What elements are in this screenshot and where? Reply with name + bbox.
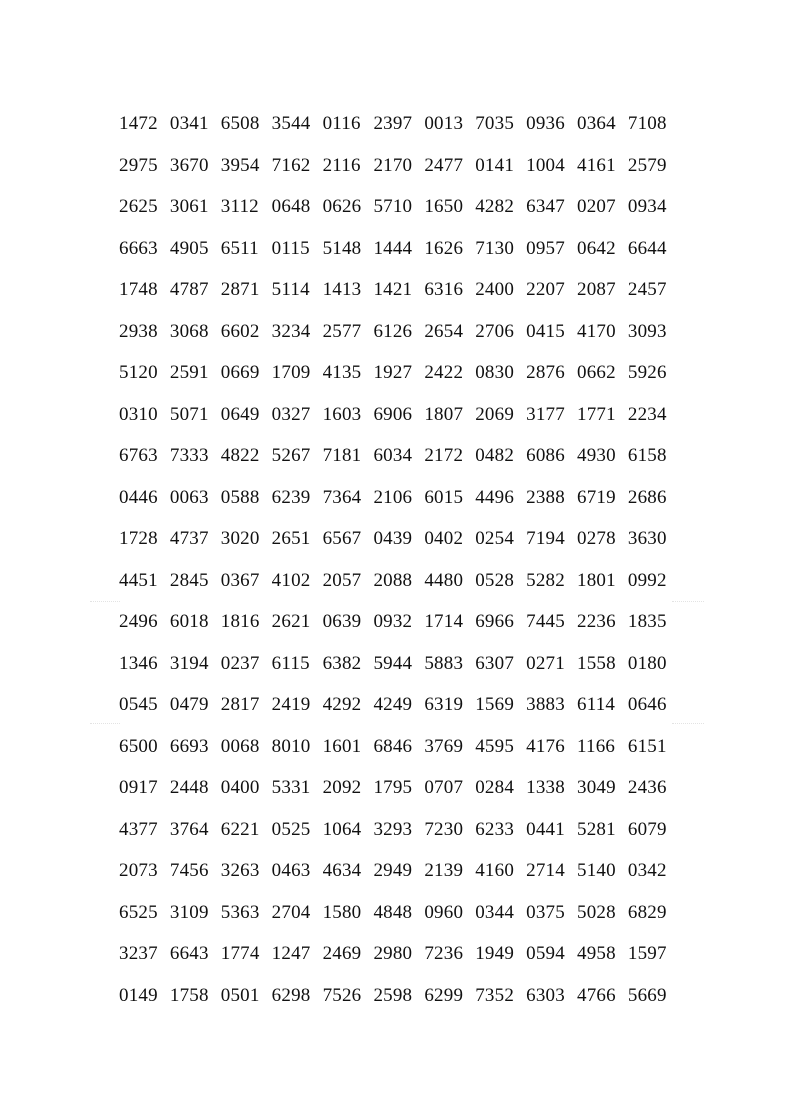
number-cell: 6663 (119, 237, 158, 259)
number-cell: 3237 (119, 943, 158, 965)
number-cell: 0463 (271, 860, 311, 882)
number-cell: 1569 (475, 694, 515, 716)
number-cell: 3109 (169, 901, 209, 923)
number-cell: 3630 (627, 528, 667, 550)
number-cell: 3093 (627, 320, 667, 342)
number-cell: 0400 (220, 777, 260, 799)
number-cell: 0992 (627, 569, 667, 591)
number-cell: 0528 (475, 569, 515, 591)
number-cell: 1580 (322, 901, 362, 923)
number-cell: 1758 (169, 984, 209, 1006)
number-cell: 1807 (424, 403, 464, 425)
number-cell: 5282 (526, 569, 565, 591)
number-cell: 3293 (373, 818, 413, 840)
number-cell: 4595 (475, 735, 515, 757)
number-cell: 0501 (220, 984, 260, 1006)
number-cell: 0525 (271, 818, 311, 840)
number-cell: 5944 (373, 652, 413, 674)
number-cell: 2397 (373, 113, 413, 135)
number-cell: 6511 (220, 237, 259, 259)
number-cell: 6015 (424, 486, 464, 508)
number-cell: 0180 (627, 652, 667, 674)
number-cell: 0648 (271, 196, 311, 218)
number-cell: 1709 (271, 362, 311, 384)
number-cell: 6602 (220, 320, 260, 342)
number-cell: 3670 (169, 154, 209, 176)
number-cell: 7236 (424, 943, 464, 965)
number-cell: 0441 (526, 818, 565, 840)
number-cell: 0932 (373, 611, 413, 633)
number-cell: 6303 (526, 984, 565, 1006)
number-cell: 0646 (627, 694, 667, 716)
number-cell: 1444 (373, 237, 413, 259)
number-cell: 4496 (475, 486, 515, 508)
number-row (119, 269, 679, 311)
number-cell: 1004 (526, 154, 565, 176)
number-cell: 0830 (475, 362, 515, 384)
number-cell: 4176 (526, 735, 565, 757)
number-cell: 6966 (475, 611, 515, 633)
number-cell: 3544 (271, 113, 311, 135)
number-cell: 3020 (220, 528, 260, 550)
number-cell: 7364 (322, 486, 362, 508)
number-cell: 0662 (577, 362, 616, 384)
number-cell: 5267 (271, 445, 311, 467)
number-cell: 0934 (627, 196, 667, 218)
number-cell: 7352 (475, 984, 515, 1006)
number-cell: 0707 (424, 777, 464, 799)
number-cell: 0207 (577, 196, 616, 218)
number-row (119, 228, 679, 270)
number-cell: 2106 (373, 486, 413, 508)
number-cell: 7108 (627, 113, 667, 135)
number-cell: 1650 (424, 196, 464, 218)
number-cell: 2496 (119, 611, 158, 633)
number-cell: 4282 (475, 196, 515, 218)
number-cell: 0341 (169, 113, 209, 135)
number-row (119, 684, 679, 726)
number-cell: 6151 (627, 735, 667, 757)
number-cell: 0013 (424, 113, 464, 135)
number-cell: 4161 (577, 154, 616, 176)
number-cell: 4292 (322, 694, 362, 716)
number-cell: 8010 (271, 735, 311, 757)
number-cell: 2621 (271, 611, 311, 633)
number-cell: 2422 (424, 362, 464, 384)
number-cell: 2706 (475, 320, 515, 342)
number-cell: 1728 (119, 528, 158, 550)
number-cell: 6126 (373, 320, 413, 342)
number-cell: 5669 (627, 984, 667, 1006)
number-row (119, 394, 679, 436)
number-cell: 0237 (220, 652, 260, 674)
number-cell: 4160 (475, 860, 515, 882)
number-cell: 0342 (627, 860, 667, 882)
number-cell: 0116 (322, 113, 361, 135)
number-row (119, 933, 679, 975)
number-cell: 3954 (220, 154, 260, 176)
number-cell: 0327 (271, 403, 311, 425)
number-row (119, 726, 679, 768)
number-cell: 1064 (322, 818, 362, 840)
number-cell: 1774 (220, 943, 260, 965)
number-cell: 2591 (169, 362, 209, 384)
number-cell: 2236 (577, 611, 616, 633)
number-row (119, 975, 679, 1017)
number-cell: 6829 (627, 901, 667, 923)
number-cell: 2817 (220, 694, 260, 716)
number-row (119, 518, 679, 560)
number-cell: 0479 (169, 694, 209, 716)
number-cell: 5926 (627, 362, 667, 384)
number-cell: 2980 (373, 943, 413, 965)
number-cell: 5071 (169, 403, 209, 425)
number-cell: 7526 (322, 984, 362, 1006)
number-cell: 0367 (220, 569, 260, 591)
number-cell: 0284 (475, 777, 515, 799)
number-cell: 2057 (322, 569, 362, 591)
number-cell: 7130 (475, 237, 515, 259)
number-cell: 0588 (220, 486, 260, 508)
number-cell: 4377 (119, 818, 158, 840)
number-cell: 1247 (271, 943, 311, 965)
number-cell: 2975 (119, 154, 158, 176)
number-cell: 4480 (424, 569, 464, 591)
number-cell: 4170 (577, 320, 616, 342)
number-cell: 1338 (526, 777, 565, 799)
number-cell: 4102 (271, 569, 311, 591)
number-cell: 0364 (577, 113, 616, 135)
number-cell: 6239 (271, 486, 311, 508)
number-cell: 0254 (475, 528, 515, 550)
number-cell: 0482 (475, 445, 515, 467)
number-cell: 0115 (271, 237, 310, 259)
number-cell: 1421 (373, 279, 413, 301)
number-cell: 2087 (577, 279, 616, 301)
number-cell: 3769 (424, 735, 464, 757)
number-row (119, 435, 679, 477)
number-cell: 0439 (373, 528, 413, 550)
number-cell: 7035 (475, 113, 515, 135)
number-cell: 1771 (577, 403, 616, 425)
number-cell: 1949 (475, 943, 515, 965)
number-cell: 7333 (169, 445, 209, 467)
number-cell: 6643 (169, 943, 209, 965)
number-cell: 1166 (577, 735, 616, 757)
number-cell: 7162 (271, 154, 311, 176)
number-cell: 3234 (271, 320, 311, 342)
number-cell: 0649 (220, 403, 260, 425)
number-cell: 4451 (119, 569, 158, 591)
number-row (119, 352, 679, 394)
number-cell: 6307 (475, 652, 515, 674)
number-cell: 7445 (526, 611, 565, 633)
number-cell: 2845 (169, 569, 209, 591)
number-cell: 1472 (119, 113, 158, 135)
number-cell: 2448 (169, 777, 209, 799)
number-cell: 5331 (271, 777, 311, 799)
number-cell: 0063 (169, 486, 209, 508)
number-cell: 2400 (475, 279, 515, 301)
random-number-table (119, 103, 679, 1016)
number-cell: 0310 (119, 403, 158, 425)
number-row (119, 643, 679, 685)
number-cell: 6115 (271, 652, 310, 674)
number-cell: 1597 (627, 943, 667, 965)
number-cell: 6719 (577, 486, 616, 508)
number-cell: 6158 (627, 445, 667, 467)
number-cell: 2170 (373, 154, 413, 176)
number-row (119, 809, 679, 851)
number-cell: 0957 (526, 237, 565, 259)
number-cell: 2116 (322, 154, 361, 176)
number-cell: 6525 (119, 901, 158, 923)
number-cell: 2477 (424, 154, 464, 176)
number-cell: 6693 (169, 735, 209, 757)
number-cell: 2577 (322, 320, 362, 342)
number-cell: 4848 (373, 901, 413, 923)
number-row (119, 560, 679, 602)
number-cell: 2092 (322, 777, 362, 799)
number-cell: 2949 (373, 860, 413, 882)
number-cell: 3177 (526, 403, 565, 425)
number-cell: 0068 (220, 735, 260, 757)
number-cell: 6763 (119, 445, 158, 467)
number-cell: 2686 (627, 486, 667, 508)
number-cell: 1601 (322, 735, 362, 757)
number-cell: 6034 (373, 445, 413, 467)
number-cell: 6382 (322, 652, 362, 674)
number-cell: 6347 (526, 196, 565, 218)
number-cell: 4249 (373, 694, 413, 716)
number-cell: 0375 (526, 901, 565, 923)
number-cell: 0141 (475, 154, 515, 176)
number-cell: 6114 (577, 694, 616, 716)
number-cell: 1714 (424, 611, 464, 633)
number-row (119, 145, 679, 187)
number-cell: 1835 (627, 611, 667, 633)
number-cell: 0278 (577, 528, 616, 550)
number-cell: 2625 (119, 196, 158, 218)
number-cell: 6018 (169, 611, 209, 633)
number-cell: 6086 (526, 445, 565, 467)
number-cell: 3049 (577, 777, 616, 799)
number-cell: 0402 (424, 528, 464, 550)
number-cell: 4958 (577, 943, 616, 965)
number-cell: 6508 (220, 113, 260, 135)
number-cell: 0344 (475, 901, 515, 923)
number-cell: 5140 (577, 860, 616, 882)
number-cell: 3764 (169, 818, 209, 840)
number-cell: 6079 (627, 818, 667, 840)
number-cell: 1927 (373, 362, 413, 384)
number-cell: 2207 (526, 279, 565, 301)
number-cell: 0149 (119, 984, 158, 1006)
number-cell: 4737 (169, 528, 209, 550)
number-cell: 0271 (526, 652, 565, 674)
number-cell: 0936 (526, 113, 565, 135)
number-cell: 2139 (424, 860, 464, 882)
number-cell: 1748 (119, 279, 158, 301)
number-cell: 6221 (220, 818, 260, 840)
number-cell: 2469 (322, 943, 362, 965)
number-cell: 2876 (526, 362, 565, 384)
number-cell: 0545 (119, 694, 158, 716)
number-cell: 2457 (627, 279, 667, 301)
number-cell: 6233 (475, 818, 515, 840)
number-row (119, 767, 679, 809)
number-cell: 0446 (119, 486, 158, 508)
number-cell: 6319 (424, 694, 464, 716)
number-cell: 7181 (322, 445, 362, 467)
number-cell: 6298 (271, 984, 311, 1006)
number-cell: 0415 (526, 320, 565, 342)
number-row (119, 850, 679, 892)
number-cell: 5710 (373, 196, 413, 218)
number-cell: 5883 (424, 652, 464, 674)
number-cell: 1603 (322, 403, 362, 425)
number-cell: 2172 (424, 445, 464, 467)
number-cell: 3883 (526, 694, 565, 716)
number-cell: 2598 (373, 984, 413, 1006)
number-cell: 4787 (169, 279, 209, 301)
number-cell: 2388 (526, 486, 565, 508)
number-cell: 0917 (119, 777, 158, 799)
number-cell: 2069 (475, 403, 515, 425)
number-cell: 2651 (271, 528, 311, 550)
number-row (119, 892, 679, 934)
number-cell: 4822 (220, 445, 260, 467)
number-cell: 5363 (220, 901, 260, 923)
number-cell: 4634 (322, 860, 362, 882)
number-cell: 2938 (119, 320, 158, 342)
number-cell: 2436 (627, 777, 667, 799)
number-cell: 3061 (169, 196, 209, 218)
number-cell: 2419 (271, 694, 311, 716)
number-cell: 3263 (220, 860, 260, 882)
number-cell: 3068 (169, 320, 209, 342)
number-cell: 2704 (271, 901, 311, 923)
number-cell: 0639 (322, 611, 362, 633)
number-cell: 1816 (220, 611, 260, 633)
number-cell: 2714 (526, 860, 565, 882)
number-row (119, 477, 679, 519)
number-cell: 2088 (373, 569, 413, 591)
number-cell: 7456 (169, 860, 209, 882)
number-row (119, 103, 679, 145)
number-cell: 1626 (424, 237, 464, 259)
number-cell: 1801 (577, 569, 616, 591)
faint-dotted-rule (90, 601, 120, 602)
number-cell: 2234 (627, 403, 667, 425)
number-cell: 2654 (424, 320, 464, 342)
number-cell: 7194 (526, 528, 565, 550)
number-cell: 4766 (577, 984, 616, 1006)
number-cell: 1413 (322, 279, 362, 301)
number-cell: 0626 (322, 196, 362, 218)
number-cell: 1558 (577, 652, 616, 674)
number-cell: 4135 (322, 362, 362, 384)
number-cell: 6906 (373, 403, 413, 425)
number-cell: 2871 (220, 279, 260, 301)
number-cell: 1795 (373, 777, 413, 799)
number-cell: 5148 (322, 237, 362, 259)
number-cell: 6644 (627, 237, 667, 259)
number-cell: 6316 (424, 279, 464, 301)
number-cell: 5281 (577, 818, 616, 840)
number-cell: 3194 (169, 652, 209, 674)
number-cell: 0594 (526, 943, 565, 965)
number-cell: 6567 (322, 528, 362, 550)
number-cell: 2073 (119, 860, 158, 882)
number-cell: 6299 (424, 984, 464, 1006)
number-cell: 5114 (271, 279, 310, 301)
number-cell: 5028 (577, 901, 616, 923)
faint-dotted-rule (90, 723, 120, 724)
number-cell: 0960 (424, 901, 464, 923)
number-cell: 5120 (119, 362, 158, 384)
number-row (119, 311, 679, 353)
number-cell: 4905 (169, 237, 209, 259)
number-row (119, 601, 679, 643)
number-cell: 0642 (577, 237, 616, 259)
number-row (119, 186, 679, 228)
number-cell: 3112 (220, 196, 259, 218)
number-cell: 6500 (119, 735, 158, 757)
number-cell: 4930 (577, 445, 616, 467)
number-cell: 2579 (627, 154, 667, 176)
number-cell: 1346 (119, 652, 158, 674)
number-cell: 0669 (220, 362, 260, 384)
number-cell: 6846 (373, 735, 413, 757)
number-cell: 7230 (424, 818, 464, 840)
